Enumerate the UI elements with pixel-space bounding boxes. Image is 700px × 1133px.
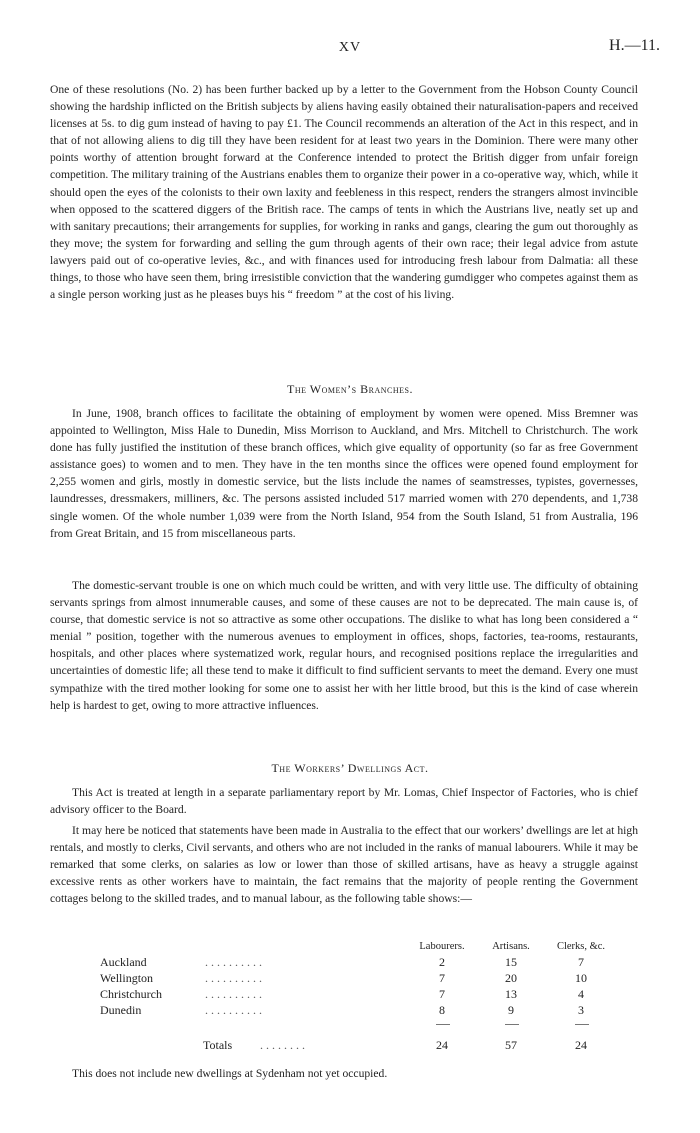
total-cell: 57 <box>505 1038 517 1052</box>
paragraph-rentals: It may here be noticed that statements have been made in Australia to the effect that our workers’ dwellings are let at high rentals, and mostly to clerks, Civil servants, and others who are not included in the ranks of manual labourers. While it may be remarked that some clerks, on salaries as low or lower than those of skilled artisans, have as heavy a struggle against excessive rents as other workers have to maintain, the fact remains that the majority of people renting the Government cottages belong to the skilled trades, and to manual labour, as the following table shows:— <box>50 824 638 906</box>
table-cell: 4 <box>578 987 584 1001</box>
table-cell: 13 <box>505 987 517 1001</box>
paragraph-gumdiggers: One of these resolutions (No. 2) has been further backed up by a letter to the Government from the Hobson County Council showing the hardship inflicted on the British subjects by aliens having easily obtained their naturalisation-papers and received licenses at 5s. to dig gum instead of having to pay £1. The Council recommends an alteration of the Act in this respect, and in that of not allowing aliens to dig till they have been resident for at least two years in the Dominion. There were many other points worthy of attention brought forward at the Conference intended to protect the British digger from unfair foreign competition. The military training of the Austrians enables them to organize their power in a co-operative way, which, while it should open the eyes of the colonists to their own laxity and feebleness in this respect, renders the strangers almost invincible when opposed to the scattered diggers of the British race. The camps of tents in which the Austrians live, neatly set up and with sanitary precautions; their arrangements for supplies, for working in ranks and gangs, clearing the gum out thoroughly as they move; the system for forwarding and selling the gum through agents of their own race; their legal advice from astute lawyers paid out of co-operative levies, &c., and with finances used for introducing fresh labour from Dalmatia: all these things, to those who have seen them, bring irresistible conviction that the wandering gumdigger who competes against them as a single person working just as he pleases buys his “ freedom ” at the cost of his living. <box>50 83 638 302</box>
leader-dots: . . . . . . . . . . <box>205 1003 262 1017</box>
leader-dots: . . . . . . . . . . <box>205 987 262 1001</box>
table-row-name: Dunedin <box>100 1003 142 1017</box>
table-cell: 9 <box>508 1003 514 1017</box>
table-row-name: Wellington <box>100 971 154 985</box>
paragraph-womens-branches: In June, 1908, branch offices to facilitate the obtaining of employment by women were opened. Miss Bremner was appointed to Wellington, Miss Hale to Dunedin, Miss Morrison to Auckland, and Mrs. Mitchell to Christchurch. The work done has fully justified the institution of these branch offices, which give equality of opportunity (so far as free Government assistance goes) to women and to men. They have in the ten months since the offices were opened found employment for 2,255 women and girls, mostly in domestic service, but the lists include the names of seamstresses, typistes, governesses, laundresses, dressmakers, milliners, &c. The persons assisted included 517 married women with 270 dependents, and 1,738 single women. Of the whole number 1,039 were from the North Island, 954 from the South Island, 51 from Australia, 196 from Great Britain, and 15 from miscellaneous parts. <box>50 407 638 540</box>
paragraph-domestic-servants: The domestic-servant trouble is one on which much could be written, and with very little use. The difficulty of obtaining servants springs from almost innumerable causes, and some of these causes are not to be deprecated. The main cause is, of course, that domestic service is not so attractive as some other occupations. The dislike to what has long been considered a “ menial ” position, together with the numerous avenues to employment in offices, shops, factories, tea-rooms, restaurants, hospitals, and other places where systematized work, regular hours, and recognised positions replace the irregularities and uncertainties of domestic life; all these tend to make it difficult to find sufficient servants to meet the demand. Every one must sympathize with the tired mother looking for some one to assist her with her little brood, but this is the kind of case wherein help is hardest to get, owing to more attractive influences. <box>50 579 638 712</box>
table-cell: 7 <box>439 987 445 1001</box>
table-cell: 2 <box>439 955 445 969</box>
table-cell: 10 <box>575 971 587 985</box>
table-row-name: Christchurch <box>100 987 162 1001</box>
total-rule <box>575 1024 589 1025</box>
table-row-name: Auckland <box>100 955 147 969</box>
table-cell: 15 <box>505 955 517 969</box>
paragraph-sydenham-note: This does not include new dwellings at Sydenham not yet occupied. <box>72 1067 388 1080</box>
total-cell: 24 <box>436 1038 448 1052</box>
document-reference: H.—11. <box>609 37 660 54</box>
column-header-labourers: Labourers. <box>419 941 465 952</box>
table-cell: 3 <box>578 1003 584 1017</box>
paragraph-workers-dwellings-act: This Act is treated at length in a separate parliamentary report by Mr. Lomas, Chief Inspector of Factories, who is chief advisory officer to the Board. <box>50 786 638 817</box>
total-cell: 24 <box>575 1038 587 1052</box>
total-rule <box>436 1024 450 1025</box>
total-rule <box>505 1024 519 1025</box>
table-cell: 7 <box>439 971 445 985</box>
heading-womens-branches: The Women’s Branches. <box>287 382 413 396</box>
column-header-clerks: Clerks, &c. <box>556 941 606 952</box>
table-cell: 20 <box>505 971 517 985</box>
table-cell: 7 <box>578 955 584 969</box>
column-header-artisans: Artisans. <box>492 941 530 952</box>
heading-workers-dwellings: The Workers’ Dwellings Act. <box>271 761 429 775</box>
leader-dots: . . . . . . . . . . <box>205 955 262 969</box>
page-number: XV <box>338 40 362 55</box>
table-cell: 8 <box>439 1003 445 1017</box>
totals-label: Totals <box>203 1038 233 1052</box>
leader-dots: . . . . . . . . <box>260 1038 305 1052</box>
leader-dots: . . . . . . . . . . <box>205 971 262 985</box>
dwellings-table <box>0 938 700 1053</box>
